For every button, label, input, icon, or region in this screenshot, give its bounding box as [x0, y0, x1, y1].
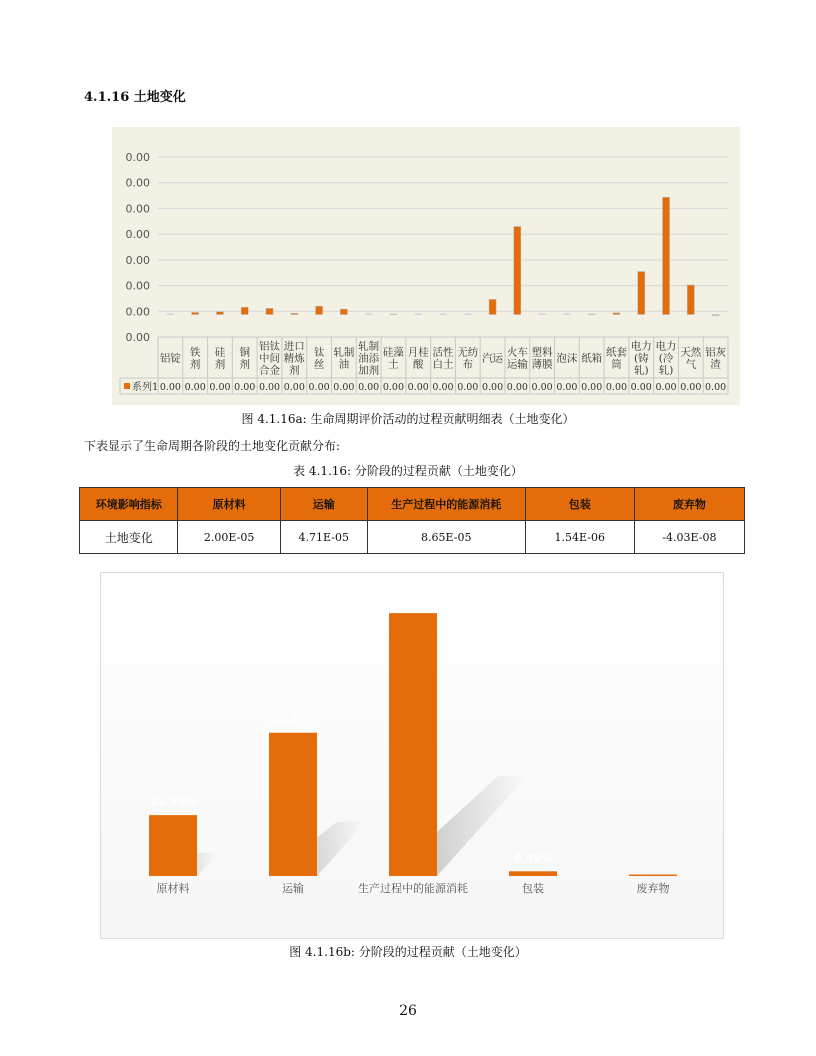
x-category-label: [190, 346, 201, 371]
x-category-label-line: 硅: [214, 346, 226, 359]
data-label: 0.00: [481, 382, 504, 393]
table-caption: 表 4.1.16: 分阶段的过程贡献（土地变化）: [293, 464, 523, 478]
x-category-label: 包装: [522, 882, 544, 895]
table-cell: 2.00E-05: [178, 521, 280, 554]
data-label: 0.00: [457, 382, 479, 393]
bar: [613, 313, 620, 315]
x-category-label-line: 铝锭: [159, 352, 181, 365]
bar: [687, 285, 694, 314]
x-category-label-line: 纸箱: [581, 352, 603, 365]
y-tick-label: 0.00: [125, 176, 150, 190]
x-category-label-line: 剂: [239, 358, 250, 371]
x-category-label-line: 薄膜: [531, 358, 553, 371]
data-label: 0.00: [382, 382, 405, 393]
data-label: 12.91%: [150, 795, 196, 809]
data-label: 0.00: [680, 382, 702, 393]
bar: [563, 314, 570, 316]
y-tick-label: 0.00: [125, 202, 150, 216]
x-category-label-line: 气: [685, 358, 697, 371]
x-category-label-line: 无纺: [457, 346, 479, 359]
x-category-label: 运输: [282, 882, 304, 895]
x-category-label: [358, 340, 379, 377]
x-category-label-line: (冷: [658, 352, 674, 365]
table-cell: -4.03E-08: [634, 521, 744, 554]
x-category-label: [457, 346, 478, 371]
x-category-label-line: 钛: [313, 346, 325, 359]
x-category-label-line: 加剂: [358, 364, 380, 377]
process-contribution-chart-svg: [112, 127, 740, 405]
bar: [291, 313, 298, 314]
bar: [149, 815, 197, 876]
data-label: 0.00: [333, 382, 355, 393]
x-category-label-line: 酸: [412, 358, 424, 371]
data-label: 30.37%: [270, 712, 316, 726]
x-category-label: [507, 346, 528, 371]
x-category-label: [408, 346, 429, 371]
x-category-label-line: (铸: [633, 352, 649, 365]
table-header: 包装: [525, 488, 634, 521]
y-tick-label: 0.00: [125, 228, 150, 242]
x-category-label-line: 筒: [611, 358, 622, 371]
bar: [192, 312, 199, 314]
x-category-label-line: 硅藻: [382, 346, 404, 359]
table-header-row: [80, 488, 745, 521]
data-label: 0.00: [234, 382, 256, 393]
x-category-label: [433, 346, 454, 371]
data-label: 0.00: [506, 382, 528, 393]
x-category-label-line: 铁: [189, 346, 201, 359]
y-tick-label: 0.00: [125, 253, 150, 267]
bar: [638, 272, 645, 315]
x-category-label-line: 轧): [658, 364, 674, 377]
data-label: 0.00: [556, 382, 578, 393]
x-category-label: [215, 347, 226, 371]
x-category-label: [680, 346, 701, 371]
bar: [464, 314, 471, 316]
x-category-label: [532, 346, 553, 371]
bar: [316, 306, 323, 314]
section-title: 4.1.16 土地变化: [84, 90, 186, 105]
data-label: 0.00: [209, 382, 231, 393]
bar: [514, 227, 521, 315]
x-category-label-line: 布: [462, 358, 474, 371]
x-category-label: [314, 346, 325, 371]
stage-contribution-chart: [100, 572, 724, 939]
bar: [216, 312, 223, 315]
data-label: 0.00: [358, 382, 380, 393]
x-category-label-line: 中间: [259, 352, 281, 365]
y-tick-label: 0.00: [125, 151, 150, 164]
x-category-label-line: 汽运: [482, 352, 504, 365]
x-category-label-line: 剂: [214, 358, 226, 371]
data-label: 0.00: [258, 382, 281, 393]
data-label: 0.00: [531, 382, 553, 393]
x-category-label: [656, 340, 677, 377]
x-category-label: 原材料: [156, 882, 190, 895]
x-category-label-line: 铜: [239, 346, 250, 359]
x-category-label-line: 白土: [432, 358, 454, 371]
bar: [340, 309, 347, 314]
x-category-label-line: 合金: [259, 364, 281, 377]
x-category-label-line: 泡沫: [556, 352, 578, 365]
bar: [167, 314, 174, 316]
x-category-label-line: 铝钛: [259, 340, 281, 353]
bar: [440, 314, 447, 316]
x-category-label: 废弃物: [636, 882, 670, 895]
x-category-label: [606, 346, 627, 371]
x-category-label-line: 丝: [313, 358, 325, 371]
x-category-label-line: 轧): [633, 364, 649, 377]
x-category-label-line: 铝灰: [705, 346, 727, 359]
data-label: 0.00: [655, 382, 677, 393]
x-category-label-line: 渣: [710, 358, 721, 371]
data-label: 0.99%: [513, 851, 553, 865]
x-category-label-line: 油添: [358, 352, 380, 365]
table-row: [80, 521, 745, 554]
data-label: 0.00: [159, 382, 181, 393]
x-category-label: [160, 352, 181, 365]
x-category-label-line: 火车: [506, 346, 528, 359]
x-category-label-line: 月桂: [407, 346, 429, 359]
bar: [389, 613, 437, 876]
data-label: 0.00: [184, 382, 206, 393]
table-header: 生产过程中的能源消耗: [367, 488, 525, 521]
x-category-label: [333, 346, 354, 371]
data-label: 0.00: [581, 382, 603, 393]
data-label: 0.00: [308, 382, 330, 393]
data-label: 0.00: [283, 382, 305, 393]
data-label: 0.00: [432, 382, 454, 393]
bar: [241, 307, 248, 314]
data-label: 0.00: [705, 382, 727, 393]
x-category-label: [631, 340, 652, 377]
x-category-label-line: 轧制: [333, 346, 355, 359]
table-header: 原材料: [178, 488, 280, 521]
data-label: 0.00: [630, 382, 652, 393]
data-label: 0.00: [407, 382, 429, 393]
stage-contribution-chart-svg: [101, 573, 723, 938]
table-header: 环境影响指标: [80, 488, 178, 521]
legend-label: 系列1: [132, 382, 159, 393]
bar: [415, 314, 422, 316]
x-category-label: [556, 352, 577, 365]
bar: [663, 197, 670, 314]
x-category-label-line: 轧制: [358, 340, 380, 353]
x-category-label: [581, 352, 602, 365]
chart1-caption: 图 4.1.16a: 生命周期评价活动的过程贡献明细表（土地变化）: [241, 412, 575, 426]
x-category-label: [259, 340, 280, 377]
bar: [266, 308, 273, 314]
x-category-label-line: 剂: [289, 364, 300, 377]
table-header: 运输: [280, 488, 367, 521]
x-category-label: [284, 340, 305, 377]
table-header: 废弃物: [634, 488, 744, 521]
x-category-label: [383, 346, 404, 371]
bar: [712, 315, 719, 316]
table-cell: 土地变化: [80, 521, 178, 554]
x-category-label: [239, 346, 250, 371]
x-category-label-line: 纸套: [605, 346, 627, 359]
table-cell: 4.71E-05: [280, 521, 367, 554]
y-tick-label: 0.00: [125, 279, 150, 293]
x-category-label-line: 塑料: [531, 346, 553, 359]
x-category-label-line: 活性: [432, 346, 454, 359]
bar: [489, 299, 496, 314]
page-number: 26: [399, 1003, 417, 1019]
x-category-label-line: 进口: [283, 340, 305, 353]
y-tick-label: 0.00: [125, 305, 150, 319]
x-category-label: 生产过程中的能源消耗: [358, 882, 468, 895]
bar: [539, 314, 546, 316]
chart2-caption: 图 4.1.16b: 分阶段的过程贡献（土地变化）: [289, 945, 527, 959]
bar: [509, 871, 557, 876]
x-category-label-line: 油: [338, 358, 350, 371]
x-category-label-line: 电力: [655, 340, 677, 353]
x-category-label: [705, 346, 726, 371]
x-category-label-line: 运输: [506, 358, 528, 371]
table-cell: 1.54E-06: [525, 521, 634, 554]
x-category-label-line: 剂: [189, 358, 201, 371]
bar: [269, 733, 317, 876]
x-category-label-line: 天然: [680, 346, 702, 359]
body-text: 下表显示了生命周期各阶段的土地变化贡献分布:: [84, 439, 341, 453]
table-cell: 8.65E-05: [367, 521, 525, 554]
bar: [365, 314, 372, 316]
stage-contribution-table: [79, 487, 745, 554]
x-category-label-line: 土: [388, 358, 399, 371]
x-category-label-line: 精炼: [283, 352, 305, 365]
data-label: 0.00: [605, 382, 628, 393]
x-category-label-line: 电力: [630, 340, 652, 353]
bar: [629, 875, 677, 877]
legend-swatch: [124, 383, 130, 389]
process-contribution-chart: [112, 127, 740, 405]
y-tick-label: 0.00: [125, 331, 150, 344]
x-category-label: [482, 353, 503, 365]
